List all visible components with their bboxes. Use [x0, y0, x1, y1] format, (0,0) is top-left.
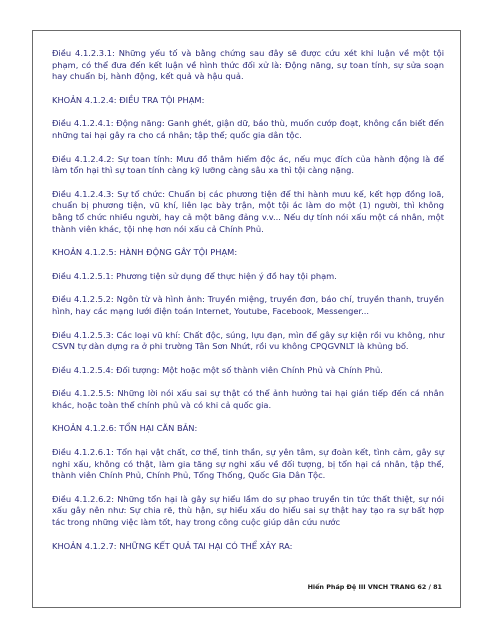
article-4-1-2-5-5: Điều 4.1.2.5.5: Những lời nói xấu sai sự thật có thể ảnh hưởng tai hại gián tiếp đến cá nhân khác, hoặc toàn thể chính phủ và có khi cả quốc gia. [52, 388, 444, 410]
section-heading-4-1-2-4: KHOẢN 4.1.2.4: ĐIỀU TRA TỘI PHẠM: [52, 94, 205, 105]
article-4-1-2-5-2: Điều 4.1.2.5.2: Ngôn từ và hình ảnh: Truyền miệng, truyền đơn, báo chí, truyền thanh, truyền hình, hay các mạng lưới điện toán Internet, Youtube, Facebook, Messenger... [52, 294, 444, 316]
article-4-1-2-6-1: Điều 4.1.2.6.1: Tổn hại vật chất, cơ thể, tinh thần, sự yên tâm, sự đoàn kết, tình cảm, gây sự nghi xấu, không có thật, làm gia tăng sự nghi xấu về đối tượng, bị tổn hại cá nhân, tập thể, thành viên Chính Phủ, Chính Phủ, Tổng Thống, Quốc Gia Dân Tộc. [52, 447, 444, 481]
article-4-1-2-4-3: Điều 4.1.2.4.3: Sự tổ chức: Chuẩn bị các phương tiện để thi hành mưu kế, kết hợp đồng loã, chuẩn bị phương tiện, vũ khí, liên lạc bày trận, một tội ác làm do một (1) người, thì không bằng tổ chức nhiều người, hay cả một băng đảng v.v... Nếu dự tính nói xấu một cá nhân, một thành viên khác, tội nhẹ hơn nói xấu cả Chính Phủ. [52, 188, 444, 234]
section-heading-4-1-2-7: KHOẢN 4.1.2.7: NHỮNG KẾT QUẢ TAI HẠI CÓ THỂ XẢY RA: [52, 540, 293, 551]
page-footer: Hiến Pháp Đệ III VNCH TRANG 62 / 81 [307, 583, 442, 591]
document-body [52, 48, 444, 564]
section-heading-4-1-2-6: KHOẢN 4.1.2.6: TỔN HẠI CĂN BẢN: [52, 423, 198, 434]
article-4-1-2-5-4: Điều 4.1.2.5.4: Đối tượng: Một hoặc một số thành viên Chính Phủ và Chính Phủ. [52, 364, 383, 375]
article-4-1-2-3-1: Điều 4.1.2.3.1: Những yếu tố và bằng chứng sau đây sẽ được cứu xét khi luận về một tội phạm, có thể đưa đến kết luận về hình thức đối xử là: Động năng, sự toan tính, sự sửa soạn hay chuẩn bị, hành động, kết quả và hậu quả. [52, 48, 444, 82]
article-4-1-2-5-1: Điều 4.1.2.5.1: Phương tiện sử dụng để thực hiện ý đồ hay tội phạm. [52, 270, 337, 281]
section-heading-4-1-2-5: KHOẢN 4.1.2.5: HÀNH ĐỘNG GÂY TỘI PHẠM: [52, 247, 238, 258]
article-4-1-2-4-1: Điều 4.1.2.4.1: Động năng: Ganh ghét, giận dữ, báo thù, muốn cướp đoạt, không cần biết đến những tai hại gây ra cho cá nhân; tập thể; quốc gia dân tộc. [52, 118, 444, 140]
article-4-1-2-4-2: Điều 4.1.2.4.2: Sự toan tính: Mưu đồ thâm hiểm độc ác, nếu mục đích của hành động là để làm tổn hại thì sự toan tính càng kỹ lưỡng càng sâu xa thì tội càng nặng. [52, 153, 444, 176]
article-4-1-2-5-3: Điều 4.1.2.5.3: Các loại vũ khí: Chất độc, súng, lựu đạn, mìn để gây sự kiện rồi vu không, như CSVN tự dàn dựng ra ở phi trường Tân Sơn Nhứt, rồi vu không CPQGVNLT là khủng bố. [52, 329, 444, 352]
article-4-1-2-6-2: Điều 4.1.2.6.2: Những tổn hại là gây sự hiểu lầm do sự phao truyền tin tức thất thiệt, sự nói xấu gây nên như: Sự chia rẽ, thù hận, sự hiểu xấu do hiểu sai sự thật hay tạo ra sự bất hợp tác trong những việc làm tốt, hay trong công cuộc giúp dân cứu nước [52, 493, 444, 528]
